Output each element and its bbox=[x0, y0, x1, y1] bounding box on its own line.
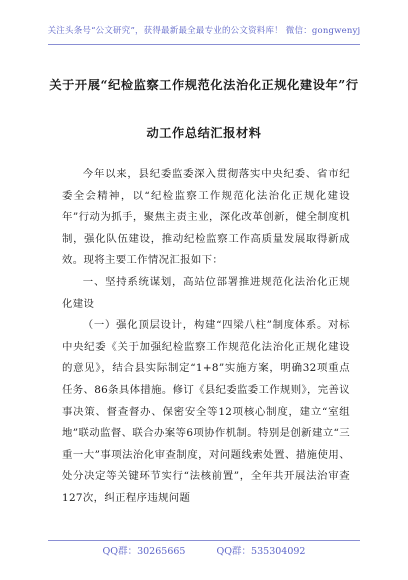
header-divider bbox=[48, 44, 360, 45]
section-heading-1: 一、坚持系统谋划，高站位部署推进规范化法治化正规化建设 bbox=[62, 275, 350, 310]
header-banner: 关注头条号“公文研究”，获得最新最全最专业的公文资料库！ 微信：gongwenyj bbox=[47, 26, 361, 36]
paragraph-intro: 今年以来，县纪委监委深入贯彻落实中央纪委、省市纪委全会精神，以“纪检监察工作规范化法治化正规化建设年”行动为抓手，聚焦主责主业，深化改革创新，健全制度机制，强化队伍建设，推动纪检监察工作高质量发展取得新成效。现将主要工作情况汇报如下： bbox=[62, 168, 350, 267]
paragraph-section-1-1: （一）强化顶层设计，构建“四梁八柱”制度体系。对标中央纪委《关于加强纪检监察工作规范化法治化正规化建设的意见》，结合县实际制定“1+8”实施方案，明确32项重点任务、86条具体措施。修订《县纪委监委工作规则》，完善议事决策、督查督办、保密安全等12项核心制度，建立“室组地”联动监督、联合办案等6项协作机制。特别是创新建立“三重一大”事项法治化审查制度，对问题线索处置、措施使用、处分决定等关键环节实行“法核前置”，全年共开展法治审查127次，纠正程序违规问题 bbox=[62, 319, 350, 504]
qq-group-1: QQ群：30265665 bbox=[102, 546, 186, 557]
document-title-line-1: 关于开展“纪检监察工作规范化法治化正规化建设年”行 bbox=[49, 78, 359, 92]
footer-divider bbox=[48, 540, 360, 541]
qq-group-2: QQ群：535304092 bbox=[216, 546, 306, 557]
document-body bbox=[62, 164, 350, 510]
footer bbox=[0, 543, 408, 557]
document-title-line-2: 动工作总结汇报材料 bbox=[146, 126, 262, 140]
